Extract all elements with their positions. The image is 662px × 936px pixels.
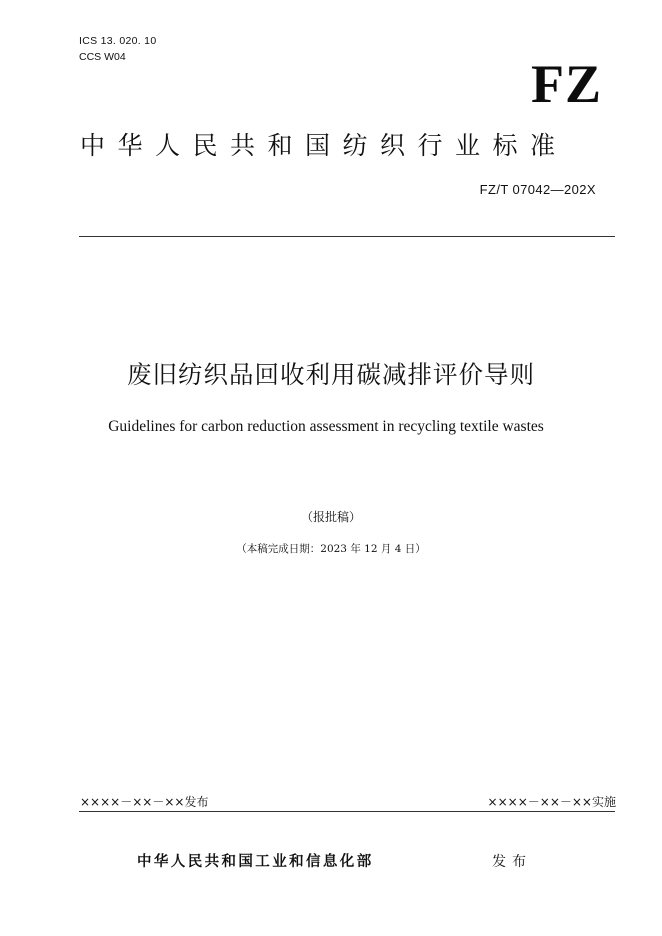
bottom-divider <box>79 811 615 812</box>
completion-date-note: （本稿完成日期：2023 年 12 月 4 日） <box>236 543 426 555</box>
publish-date: ××××－××－××发布 <box>80 795 209 809</box>
standard-number: FZ/T 07042—202X <box>479 182 596 197</box>
document-title-english: Guidelines for carbon reduction assessment in recycling textile wastes <box>108 418 544 435</box>
ics-code: ICS 13. 020. 10 <box>79 35 157 47</box>
implement-date: ××××－××－××实施 <box>487 795 616 809</box>
standard-logo: FZ <box>530 54 602 114</box>
top-divider <box>79 236 615 237</box>
draft-status: （报批稿） <box>300 510 361 524</box>
issue-label: 发布 <box>492 854 532 870</box>
issuing-authority: 中华人民共和国工业和信息化部 <box>137 854 374 870</box>
ccs-code: CCS W04 <box>79 51 126 63</box>
industry-standard-title: 中华人民共和国纺织行业标准 <box>80 131 568 160</box>
document-title-chinese: 废旧纺织品回收利用碳减排评价导则 <box>127 360 535 389</box>
